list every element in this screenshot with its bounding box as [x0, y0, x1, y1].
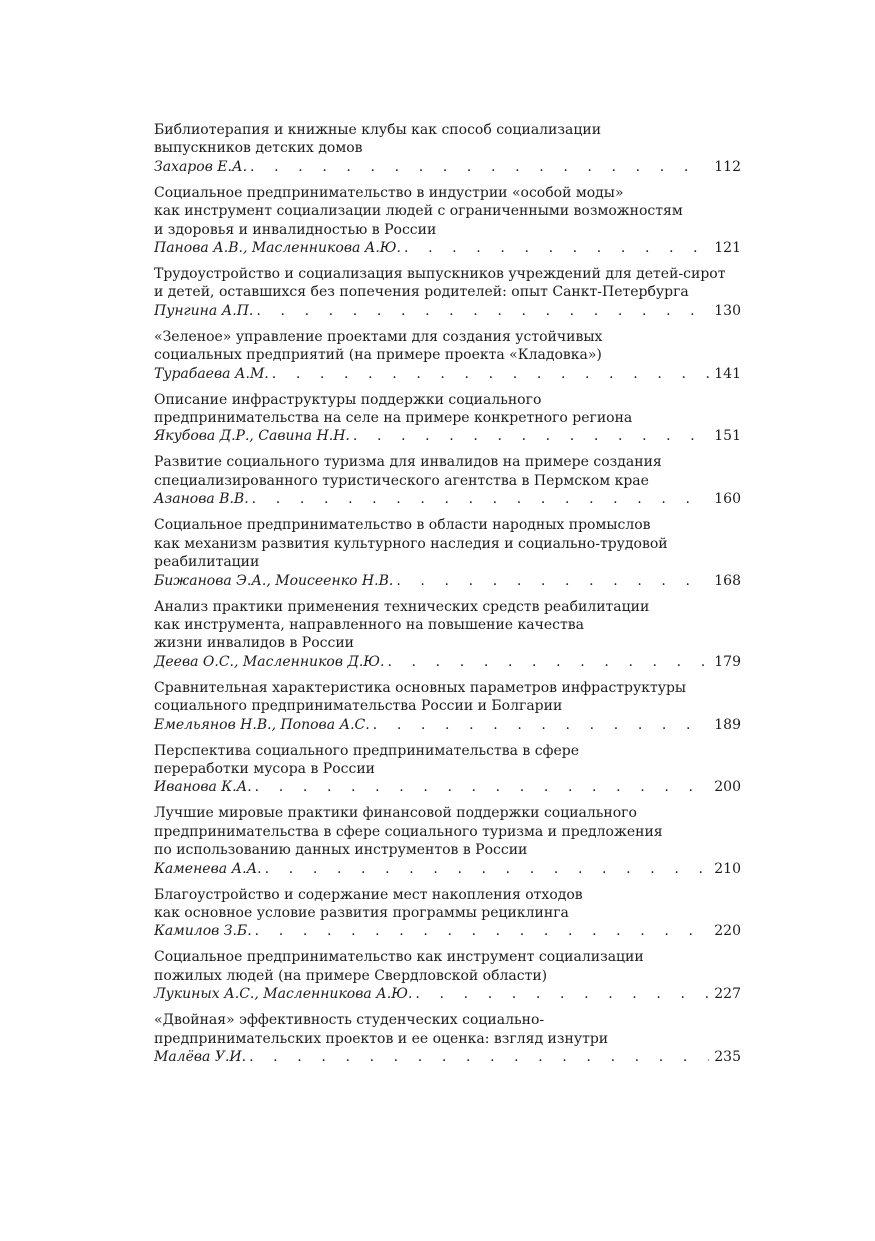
- entry-page-number: 130: [714, 302, 741, 319]
- dot-leader: [252, 922, 709, 940]
- dot-leader: [252, 778, 709, 796]
- entry-author-row: [154, 158, 741, 176]
- entry-title-line: Развитие социального туризма для инвалидов на примере создания: [154, 454, 662, 471]
- entry-page-number: 151: [714, 428, 741, 445]
- entry-authors: Захаров Е.А.: [154, 158, 248, 175]
- entry-title-line: Трудоустройство и социализация выпускников учреждений для детей-сирот: [154, 266, 726, 283]
- toc-entry: [154, 328, 741, 383]
- entry-author-row: [154, 985, 741, 1003]
- entry-authors: Деева О.С., Масленников Д.Ю.: [154, 653, 385, 670]
- entry-title-line: Описание инфраструктуры поддержки социального: [154, 391, 542, 408]
- entry-title-line: пожилых людей (на примере Свердловской области): [154, 967, 548, 984]
- toc-entry: [154, 391, 741, 446]
- toc-entry: [154, 516, 741, 590]
- dot-leader: [350, 427, 709, 445]
- entry-title-line: Библиотерапия и книжные клубы как способ социализации: [154, 122, 602, 138]
- dot-leader: [246, 1048, 709, 1066]
- entry-title-line: как основное условие развития программы рециклинга: [154, 904, 569, 921]
- toc-entry: [154, 121, 741, 176]
- entry-author-row: [154, 1048, 741, 1066]
- entry-page-number: 168: [714, 572, 741, 589]
- entry-title-line: Социальное предпринимательство как инструмент социализации: [154, 949, 644, 966]
- entry-title-line: Перспектива социального предпринимательства в сфере: [154, 742, 580, 759]
- toc-entry: [154, 598, 741, 672]
- entry-authors: Емельянов Н.В., Попова А.С.: [154, 716, 370, 733]
- entry-title-line: специализированного туристического агентства в Пермском крае: [154, 472, 649, 489]
- entry-title-line: жизни инвалидов в России: [154, 635, 354, 652]
- entry-page-number: 141: [714, 365, 741, 382]
- dot-leader: [370, 716, 709, 734]
- entry-title-line: и детей, оставшихся без попечения родителей: опыт Санкт-Петербурга: [154, 284, 689, 301]
- dot-leader: [247, 158, 709, 176]
- toc-entry: [154, 265, 741, 320]
- entry-authors: Азанова В.В.: [154, 491, 249, 508]
- entry-page-number: 179: [714, 653, 741, 670]
- entry-author-row: [154, 778, 741, 796]
- entry-page-number: 121: [714, 240, 741, 257]
- entry-page-number: 160: [714, 491, 741, 508]
- toc-entry: [154, 453, 741, 508]
- dot-leader: [401, 239, 709, 257]
- entry-title-line: по использованию данных инструментов в России: [154, 842, 528, 859]
- entry-title-line: как инструмент социализации людей с ограниченными возможностям: [154, 203, 683, 220]
- entry-page-number: 210: [714, 860, 741, 877]
- toc-entry: [154, 804, 741, 878]
- toc-entry: [154, 184, 741, 258]
- entry-authors: Турабаева А.М.: [154, 365, 269, 382]
- entry-author-row: [154, 302, 741, 320]
- entry-title-line: как механизм развития культурного наследия и социально-трудовой: [154, 535, 668, 552]
- entry-title-line: реабилитации: [154, 554, 260, 571]
- entry-authors: Камилов З.Б.: [154, 923, 252, 940]
- entry-title-line: социальных предприятий (на примере проекта «Кладовка»): [154, 347, 602, 364]
- entry-author-row: [154, 653, 741, 671]
- entry-title-line: Благоустройство и содержание мест накопления отходов: [154, 886, 583, 903]
- toc-entry: [154, 679, 741, 734]
- dot-leader: [262, 860, 709, 878]
- entry-title-line: Социальное предпринимательство в области народных промыслов: [154, 517, 651, 534]
- entry-title-line: «Двойная» эффективность студенческих социально-: [154, 1012, 545, 1029]
- entry-title-line: как инструмента, направленного на повышение качества: [154, 616, 584, 633]
- table-of-contents: [154, 121, 741, 1074]
- entry-author-row: [154, 365, 741, 383]
- entry-title-line: Социальное предпринимательство в индустрии «особой моды»: [154, 184, 624, 201]
- entry-title-line: и здоровья и инвалидностью в России: [154, 221, 437, 238]
- entry-authors: Якубова Д.Р., Савина Н.Н.: [154, 428, 350, 445]
- toc-entry: [154, 742, 741, 797]
- entry-title-line: социального предпринимательства России и Болгарии: [154, 698, 563, 715]
- entry-author-row: [154, 922, 741, 940]
- entry-title-line: предпринимательства в сфере социального туризма и предложения: [154, 823, 663, 840]
- entry-page-number: 112: [714, 158, 741, 175]
- entry-author-row: [154, 427, 741, 445]
- entry-author-row: [154, 239, 741, 257]
- toc-entry: [154, 948, 741, 1003]
- dot-leader: [384, 653, 709, 671]
- entry-title-line: предпринимательства на селе на примере конкретного региона: [154, 410, 633, 427]
- entry-title-line: предпринимательских проектов и ее оценка: взгляд изнутри: [154, 1030, 609, 1047]
- dot-leader: [249, 490, 709, 508]
- entry-page-number: 189: [714, 716, 741, 733]
- entry-author-row: [154, 716, 741, 734]
- entry-authors: Лукиных А.С., Масленникова А.Ю.: [154, 986, 413, 1003]
- dot-leader: [412, 985, 709, 1003]
- entry-authors: Иванова К.А.: [154, 779, 252, 796]
- entry-title-line: переработки мусора в России: [154, 760, 375, 777]
- entry-author-row: [154, 860, 741, 878]
- entry-authors: Малёва У.И.: [154, 1049, 247, 1065]
- entry-authors: Бижанова Э.А., Моисеенко Н.В.: [154, 572, 394, 589]
- toc-entry: [154, 1011, 741, 1066]
- entry-title-line: Сравнительная характеристика основных параметров инфраструктуры: [154, 679, 687, 696]
- toc-entry: [154, 886, 741, 941]
- entry-page-number: 220: [714, 923, 741, 940]
- entry-authors: Пунгина А.П.: [154, 302, 254, 319]
- entry-authors: Каменева А.А.: [154, 860, 262, 877]
- entry-title-line: выпускников детских домов: [154, 140, 363, 157]
- entry-author-row: [154, 490, 741, 508]
- entry-title-line: «Зеленое» управление проектами для создания устойчивых: [154, 328, 603, 345]
- entry-author-row: [154, 572, 741, 590]
- entry-title-line: Лучшие мировые практики финансовой поддержки социального: [154, 805, 637, 822]
- entry-page-number: 235: [714, 1049, 741, 1065]
- dot-leader: [269, 365, 709, 383]
- entry-page-number: 227: [714, 986, 741, 1003]
- entry-title-line: Анализ практики применения технических средств реабилитации: [154, 598, 650, 615]
- dot-leader: [393, 572, 709, 590]
- entry-authors: Панова А.В., Масленникова А.Ю.: [154, 240, 401, 257]
- dot-leader: [253, 302, 709, 320]
- entry-page-number: 200: [714, 779, 741, 796]
